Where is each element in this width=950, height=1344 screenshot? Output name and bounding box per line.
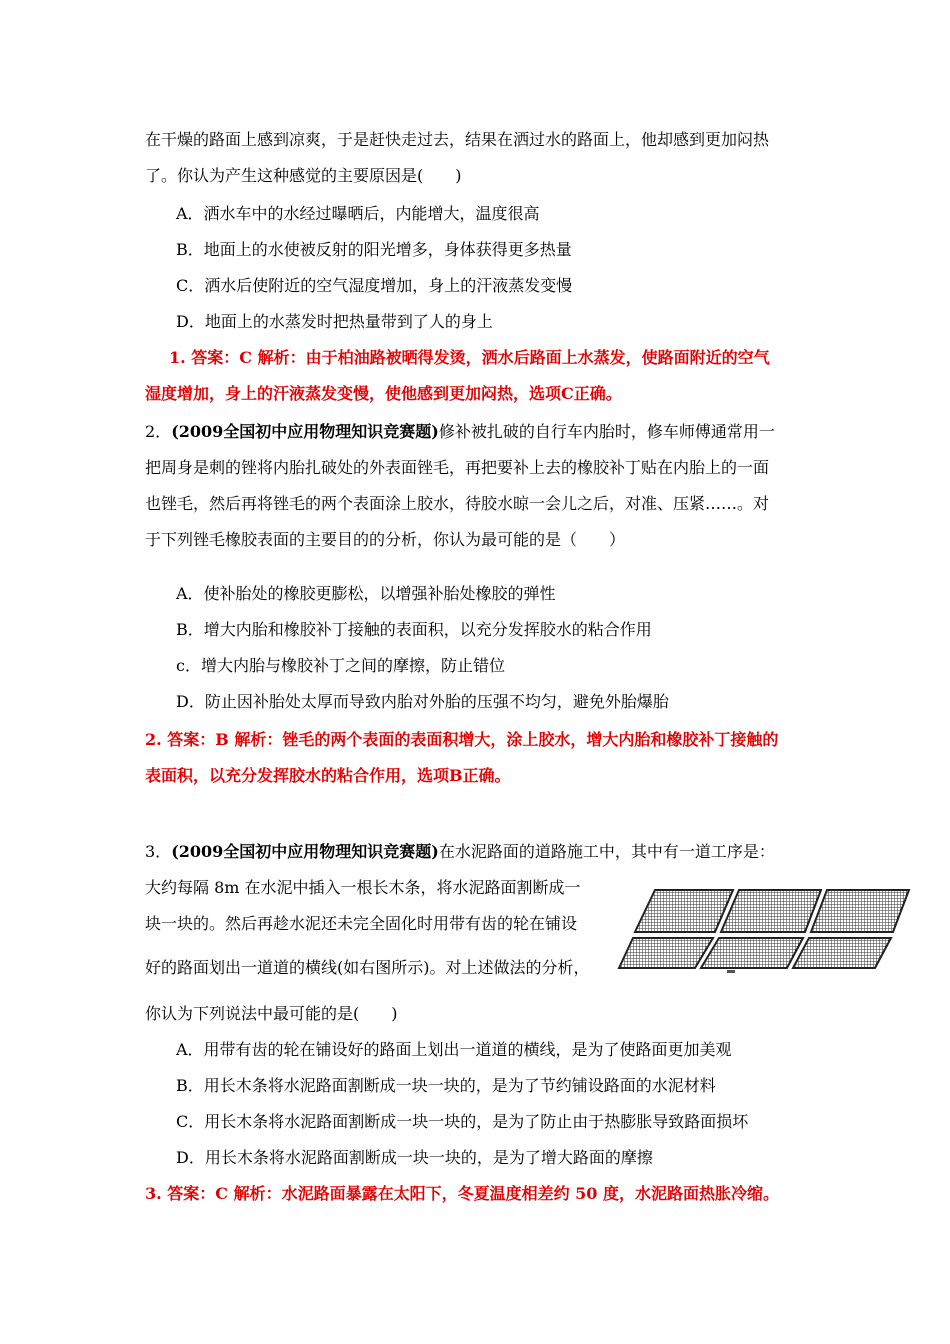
q3-option-a: A．用带有齿的轮在铺设好的路面上划出一道道的横线，是为了使路面更加美观 xyxy=(176,1040,732,1059)
q3-text-line-2: 大约每隔 8m 在水泥中插入一根长木条，将水泥路面割断成一 xyxy=(145,878,581,897)
q3-number: 3． xyxy=(145,842,172,861)
road-slab xyxy=(701,938,803,968)
road-slab xyxy=(811,890,909,932)
q3-option-c: C．用长木条将水泥路面割断成一块一块的，是为了防止由于热膨胀导致路面损坏 xyxy=(176,1112,749,1131)
q1-answer-line-2: 湿度增加，身上的汗液蒸发变慢，使他感到更加闷热，选项C正确。 xyxy=(145,384,622,403)
q3-first-line xyxy=(145,842,775,862)
q2-answer-line-2: 表面积，以充分发挥胶水的粘合作用，选项B正确。 xyxy=(145,766,511,785)
q1-answer-line-1: 1. 答案：C 解析：由于柏油路被晒得发烫，洒水后路面上水蒸发，使路面附近的空气 xyxy=(169,348,770,367)
road-slab-figure xyxy=(615,886,915,976)
q3-source: (2009全国初中应用物理知识竞赛题) xyxy=(171,842,439,861)
q1-option-a: A．洒水车中的水经过曝晒后，内能增大，温度很高 xyxy=(176,204,540,223)
q3-text-line-5: 你认为下列说法中最可能的是( ) xyxy=(145,1004,398,1023)
q2-text-line-2: 把周身是刺的锉将内胎扎破处的外表面锉毛，再把要补上去的橡胶补丁贴在内胎上的一面 xyxy=(145,458,770,477)
q2-option-b: B．增大内胎和橡胶补丁接触的表面积，以充分发挥胶水的粘合作用 xyxy=(176,620,652,639)
road-slab xyxy=(635,890,733,932)
q2-answer-line-1: 2. 答案：B 解析：锉毛的两个表面的表面积增大，涂上胶水，增大内胎和橡胶补丁接触的 xyxy=(145,730,779,749)
q3-text-line-3: 块一块的。然后再趁水泥还未完全固化时用带有齿的轮在铺设 xyxy=(145,914,578,933)
q3-first-line-text: 在水泥路面的道路施工中，其中有一道工序是： xyxy=(438,842,775,861)
q3-option-b: B．用长木条将水泥路面割断成一块一块的，是为了节约铺设路面的水泥材料 xyxy=(176,1076,716,1095)
q2-number: 2． xyxy=(145,422,172,441)
q1-option-b: B．地面上的水使被反射的阳光增多，身体获得更多热量 xyxy=(176,240,572,259)
q1-option-d: D．地面上的水蒸发时把热量带到了人的身上 xyxy=(176,312,493,331)
q1-option-c: C．洒水后使附近的空气湿度增加，身上的汗液蒸发变慢 xyxy=(176,276,573,295)
q2-first-line xyxy=(145,422,775,442)
q2-text-line-4: 于下列锉毛橡胶表面的主要目的的分析，你认为最可能的是（ ） xyxy=(145,530,626,549)
q1-text-line-1: 在干燥的路面上感到凉爽，于是赶快走过去，结果在洒过水的路面上，他却感到更加闷热 xyxy=(145,130,770,149)
q3-text-line-4: 好的路面划出一道道的横线(如右图所示)。对上述做法的分析， xyxy=(145,958,590,977)
q3-answer-line-1: 3. 答案：C 解析：水泥路面暴露在太阳下，冬夏温度相差约 50 度，水泥路面热胀冷缩。 xyxy=(145,1184,779,1203)
q2-first-line-text: 修补被扎破的自行车内胎时，修车师傅通常用一 xyxy=(438,422,775,441)
q3-option-d: D．用长木条将水泥路面割断成一块一块的，是为了增大路面的摩擦 xyxy=(176,1148,653,1167)
road-slab xyxy=(619,938,713,968)
figure-mark xyxy=(727,970,735,973)
road-slab xyxy=(793,938,891,968)
q2-option-c: c．增大内胎与橡胶补丁之间的摩擦，防止错位 xyxy=(176,656,505,675)
q2-text-line-3: 也锉毛，然后再将锉毛的两个表面涂上胶水，待胶水晾一会儿之后，对准、压紧……。对 xyxy=(145,494,770,513)
q1-text-line-2: 了。你认为产生这种感觉的主要原因是( ) xyxy=(145,166,462,185)
q2-option-d: D．防止因补胎处太厚而导致内胎对外胎的压强不均匀，避免外胎爆胎 xyxy=(176,692,669,711)
road-slab xyxy=(721,890,821,932)
q2-source: (2009全国初中应用物理知识竞赛题) xyxy=(171,422,439,441)
q2-option-a: A．使补胎处的橡胶更膨松，以增强补胎处橡胶的弹性 xyxy=(176,584,556,603)
